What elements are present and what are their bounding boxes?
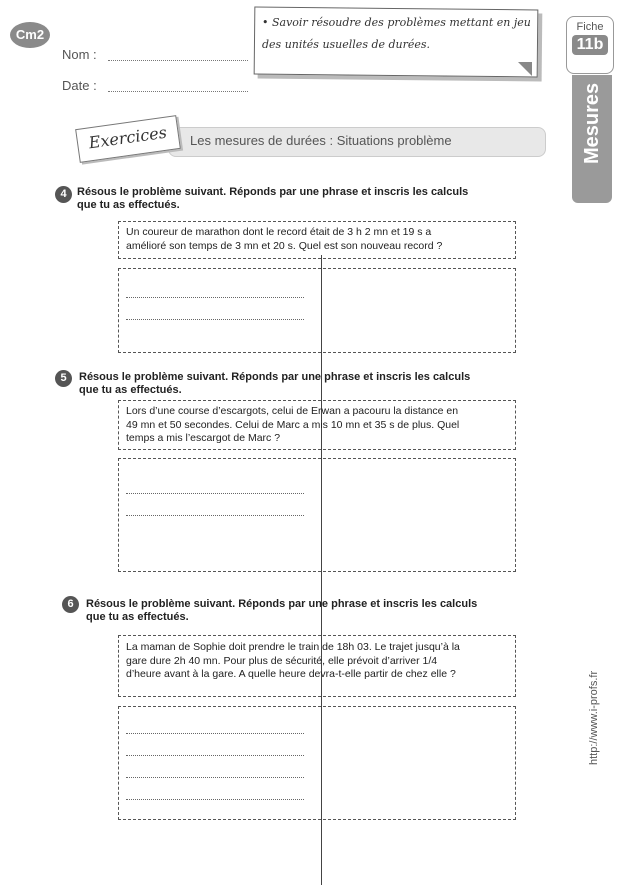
exercise-number: 4 [55,186,72,203]
level-badge: Cm2 [10,22,50,48]
problem-text: Un coureur de marathon dont le record était de 3 h 2 mn et 19 s a amélioré son temps de 3 mn et 20 s. Quel est son nouveau record ? [126,226,443,252]
side-tab-label: Mesures [581,82,603,164]
exercise-instruction: Résous le problème suivant. Réponds par une phrase et inscris les calculs que tu as effectués. [77,186,469,211]
answer-line[interactable] [126,776,304,778]
problem-text: La maman de Sophie doit prendre le train de 18h 03. Le trajet jusqu’à la gare dure 2h 40 mn. Pour plus de sécurité, elle prévoit d’arriver 1/4 d’heure avant à la gare. A quelle heure devra-t-elle partir de chez elle ? [126,641,460,680]
answer-line[interactable] [126,492,304,494]
date-label: Date : [62,78,97,93]
answer-line[interactable] [126,754,304,756]
exercise-number: 6 [62,596,79,613]
fiche-label: Fiche [576,21,604,33]
answer-box[interactable] [118,268,516,353]
answer-line[interactable] [126,318,304,320]
fiche-badge [566,16,614,74]
fiche-number: 11b [572,35,608,55]
exercise-instruction: Résous le problème suivant. Réponds par une phrase et inscris les calculs que tu as effectués. [86,598,478,623]
exercise-instruction: Résous le problème suivant. Réponds par une phrase et inscris les calculs que tu as effectués. [79,371,471,396]
answer-line[interactable] [126,296,304,298]
exercise-number: 5 [55,370,72,387]
page-title: Les mesures de durées : Situations problème [190,133,452,148]
objective-text: • Savoir résoudre des problèmes mettant en jeu des unités usuelles de durées. [262,16,531,51]
problem-text: Lors d’une course d’escargots, celui de Erwan a pacouru la distance en 49 mn et 50 secondes. Celui de Marc a mis 10 mn et 35 s de plus. Quel temps a mis l’escargot de Marc ? [126,405,460,444]
answer-line[interactable] [126,798,304,800]
answer-line[interactable] [126,514,304,516]
footer-url: http://www.i-profs.fr [588,670,600,765]
answer-line[interactable] [126,732,304,734]
answer-box[interactable] [118,706,516,820]
nom-label: Nom : [62,47,97,62]
nom-field[interactable] [108,50,248,61]
fold-corner [518,62,532,76]
section-badge: Exercices [75,115,181,163]
date-field[interactable] [108,81,248,92]
